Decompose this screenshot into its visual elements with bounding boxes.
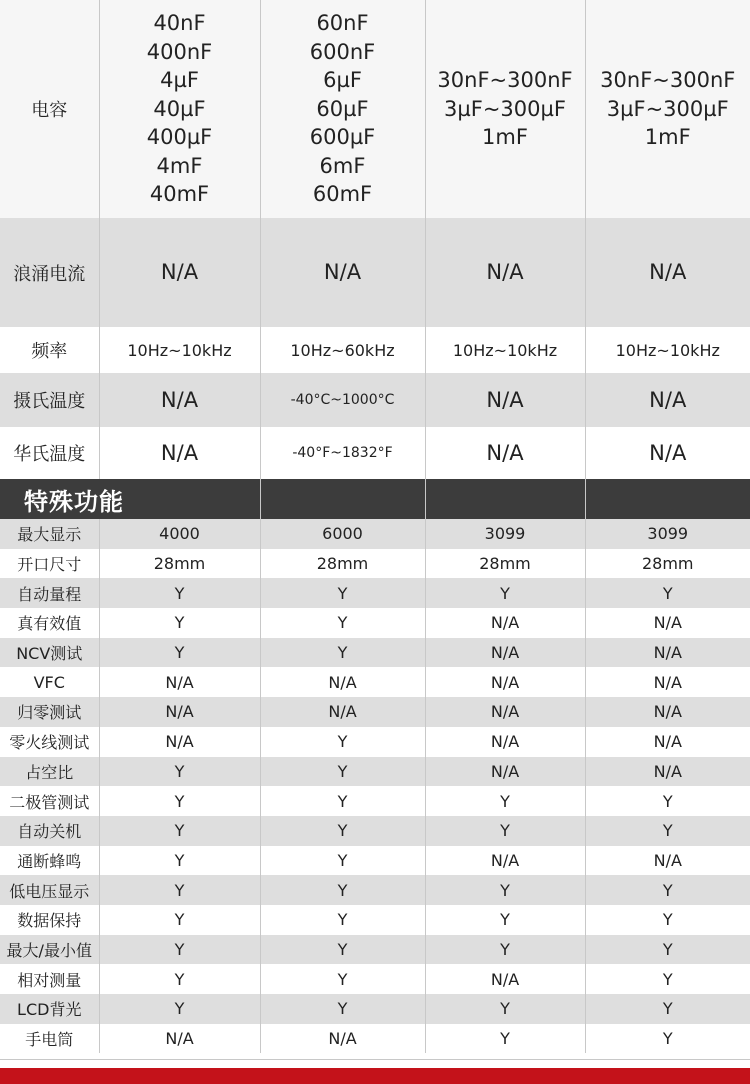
cell-value: N/A [260,218,425,327]
cell-value: N/A [425,218,585,327]
cell-value: N/A [585,757,750,787]
row-label: 自动关机 [0,816,99,846]
cell-value: N/A [425,964,585,994]
cell-value: Y [425,816,585,846]
cell-value: N/A [425,757,585,787]
cell-value: -40°C~1000°C [260,373,425,427]
cell-value: Y [585,816,750,846]
cell-value: N/A [425,427,585,479]
cell-value: 60nF 600nF 6µF 60µF 600µF 6mF 60mF [260,0,425,218]
cell-value: Y [585,935,750,965]
cell-value: N/A [585,667,750,697]
cell-value: N/A [99,373,260,427]
cell-value: Y [585,905,750,935]
cell-value: Y [425,578,585,608]
cell-value: 10Hz~60kHz [260,327,425,373]
cell-value: N/A [260,667,425,697]
cell-value: Y [99,608,260,638]
table-row [0,727,750,757]
cell-value: 28mm [585,549,750,579]
cell-value: N/A [260,697,425,727]
spec-row-fahrenheit [0,427,750,479]
table-row [0,994,750,1024]
cell-value: Y [425,1024,585,1054]
cell-value: N/A [585,697,750,727]
table-row [0,667,750,697]
table-row [0,697,750,727]
section-title: 特殊功能 [0,479,99,519]
section-header [0,479,750,519]
row-label: NCV测试 [0,638,99,668]
table-row [0,905,750,935]
row-label: 开口尺寸 [0,549,99,579]
feature-rows [0,519,750,1053]
cell-value: N/A [585,218,750,327]
cell-value: N/A [99,218,260,327]
cell-value: Y [585,994,750,1024]
cell-value: Y [425,935,585,965]
table-row [0,757,750,787]
cell-value: N/A [425,846,585,876]
row-label: 最大显示 [0,519,99,549]
cell-value: Y [260,578,425,608]
cell-value: N/A [99,727,260,757]
cell-value: 6000 [260,519,425,549]
cell-value: Y [425,905,585,935]
table-row [0,1024,750,1054]
cell-value: Y [260,964,425,994]
row-label: 数据保持 [0,905,99,935]
cell-value: N/A [585,638,750,668]
cell-value: Y [585,964,750,994]
cell-value: Y [99,786,260,816]
row-label: 浪涌电流 [0,218,99,327]
table-row [0,786,750,816]
cell-value: N/A [585,846,750,876]
table-row [0,846,750,876]
cell-value: Y [99,638,260,668]
cell-value: N/A [99,1024,260,1054]
row-label: 二极管测试 [0,786,99,816]
row-label: 电容 [0,0,99,218]
table-row [0,935,750,965]
cell-value: Y [99,994,260,1024]
section-header-cell [425,479,585,519]
cell-value: -40°F~1832°F [260,427,425,479]
cell-value: Y [260,994,425,1024]
cell-value: 4000 [99,519,260,549]
cell-value: N/A [425,373,585,427]
row-label: 真有效值 [0,608,99,638]
section-header-cell [260,479,425,519]
row-label: 低电压显示 [0,875,99,905]
cell-value: N/A [585,608,750,638]
cell-value: 40nF 400nF 4µF 40µF 400µF 4mF 40mF [99,0,260,218]
cell-value: N/A [585,727,750,757]
row-label: LCD背光 [0,994,99,1024]
cell-value: 10Hz~10kHz [99,327,260,373]
cell-value: Y [260,786,425,816]
spec-row-capacitance [0,0,750,218]
table-bottom-border [0,1059,750,1060]
cell-value: N/A [99,697,260,727]
cell-value: 30nF~300nF 3µF~300µF 1mF [585,0,750,218]
cell-value: Y [260,905,425,935]
row-label: 自动量程 [0,578,99,608]
cell-value: 3099 [585,519,750,549]
cell-value: N/A [425,638,585,668]
cell-value: Y [425,875,585,905]
cell-value: 28mm [99,549,260,579]
table-row [0,875,750,905]
cell-value: N/A [585,373,750,427]
cell-value: Y [585,578,750,608]
cell-value: 28mm [260,549,425,579]
cell-value: Y [260,875,425,905]
cell-value: Y [99,757,260,787]
row-label: 通断蜂鸣 [0,846,99,876]
cell-value: Y [260,816,425,846]
spec-row-frequency [0,327,750,373]
spec-row-celsius [0,373,750,427]
cell-value: N/A [260,1024,425,1054]
cell-value: 30nF~300nF 3µF~300µF 1mF [425,0,585,218]
table-row [0,519,750,549]
cell-value: N/A [99,427,260,479]
table-row [0,816,750,846]
cell-value: Y [99,964,260,994]
cell-value: Y [585,875,750,905]
cell-value: Y [99,578,260,608]
cell-value: Y [585,1024,750,1054]
row-label: 频率 [0,327,99,373]
cell-value: Y [260,846,425,876]
cell-value: Y [425,786,585,816]
row-label: 零火线测试 [0,727,99,757]
cell-value: Y [260,608,425,638]
table-row [0,638,750,668]
cell-value: N/A [425,697,585,727]
row-label: 摄氏温度 [0,373,99,427]
table-row [0,608,750,638]
cell-value: N/A [585,427,750,479]
cell-value: Y [585,786,750,816]
cell-value: Y [99,905,260,935]
cell-value: Y [260,638,425,668]
row-label: 最大/最小值 [0,935,99,965]
cell-value: 3099 [425,519,585,549]
table-row [0,578,750,608]
cell-value: Y [99,875,260,905]
row-label: 手电筒 [0,1024,99,1054]
accent-bar [0,1068,750,1084]
cell-value: 28mm [425,549,585,579]
cell-value: Y [99,816,260,846]
spec-row-inrush [0,218,750,327]
table-row [0,964,750,994]
row-label: VFC [0,667,99,697]
cell-value: N/A [425,608,585,638]
section-header-cell [585,479,750,519]
cell-value: Y [425,994,585,1024]
cell-value: Y [260,935,425,965]
cell-value: N/A [99,667,260,697]
cell-value: 10Hz~10kHz [425,327,585,373]
cell-value: Y [260,727,425,757]
cell-value: Y [260,757,425,787]
cell-value: 10Hz~10kHz [585,327,750,373]
cell-value: Y [99,935,260,965]
row-label: 相对测量 [0,964,99,994]
cell-value: N/A [425,727,585,757]
cell-value: N/A [425,667,585,697]
row-label: 华氏温度 [0,427,99,479]
row-label: 归零测试 [0,697,99,727]
row-label: 占空比 [0,757,99,787]
table-row [0,549,750,579]
cell-value: Y [99,846,260,876]
